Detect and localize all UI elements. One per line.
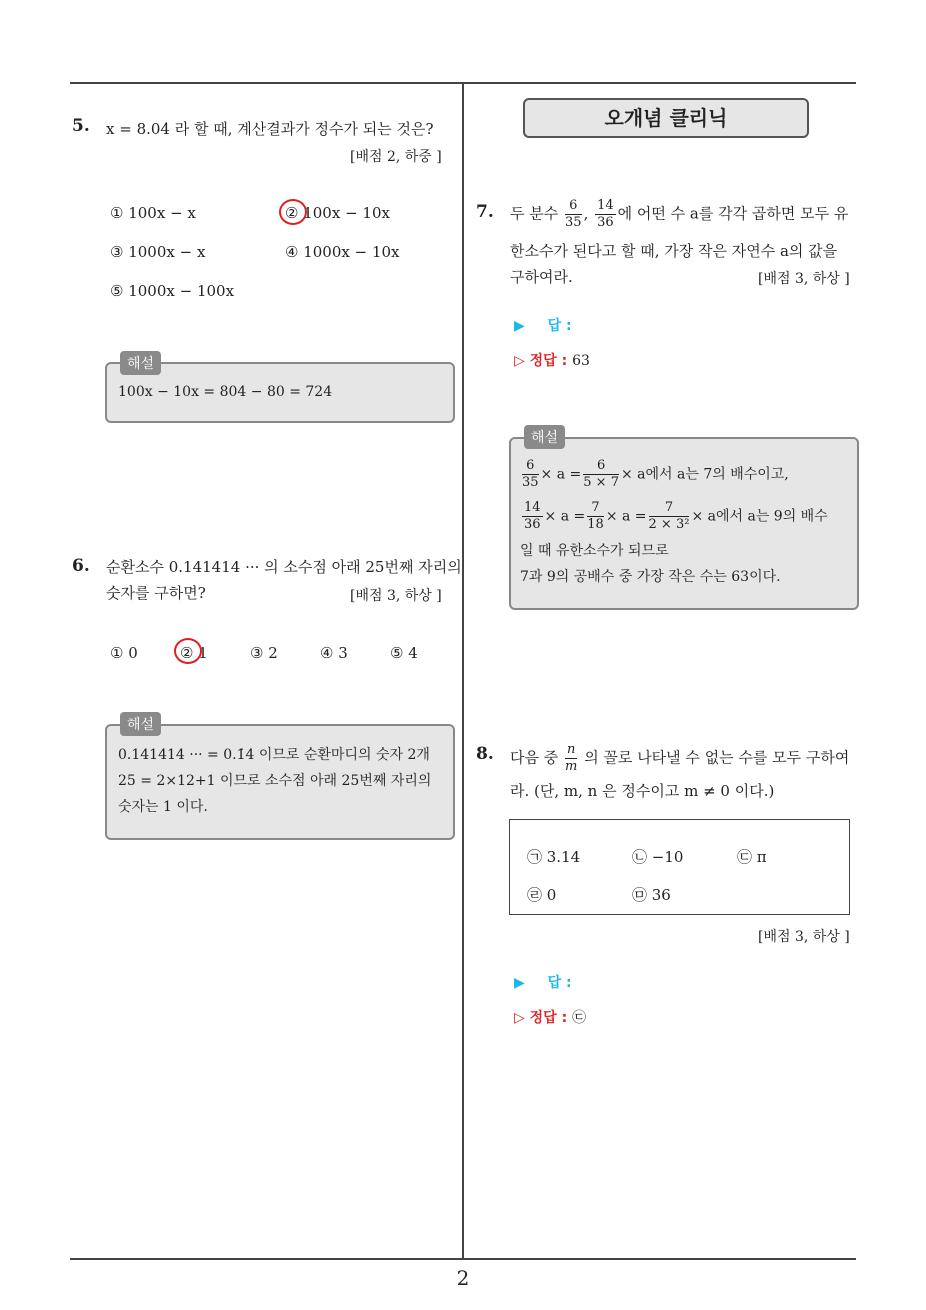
q6-option-4[interactable]: ④ 3 — [320, 644, 348, 662]
q8-score: [배점 3, 하상 ] — [758, 929, 850, 945]
q8-number: 8. — [476, 744, 494, 764]
q8-text-line1 — [510, 742, 849, 775]
q8-item-1: ㉠ 3.14 — [527, 848, 581, 866]
play-outline-icon: ▷ — [514, 1010, 525, 1026]
q6-explanation-line1: 0.141414 ··· = 0.1̇4̇ 이므로 순환마디의 숫자 2개 — [118, 747, 430, 763]
q8-text-line2: 라. (단, m, n 은 정수이고 m ≠ 0 이다.) — [510, 782, 775, 800]
q8-item-2: ㉡ −10 — [632, 848, 684, 866]
q6-number: 6. — [72, 556, 90, 576]
q7-fraction-1: $\frac{6}{35}$ — [565, 198, 582, 230]
q5-option-5[interactable]: ⑤ 1000x − 100x — [110, 282, 235, 300]
bottom-rule — [70, 1258, 856, 1260]
q7-text-post: 에 어떤 수 a를 각각 곱하면 모두 유 — [617, 204, 849, 223]
play-icon: ▶ — [514, 318, 525, 334]
q8-fraction: $\frac{n}{m}$ — [565, 742, 578, 774]
q7-explanation-line1: $\frac{6}{35}$ × a = $\frac{6}{5 \times 7}$ × a에서 a는 7의 배수이고, — [522, 458, 789, 490]
q8-text-pre: 다음 중 — [510, 748, 559, 767]
q7-text-line2: 한소수가 된다고 할 때, 가장 작은 자연수 a의 값을 — [510, 242, 838, 260]
q7-explanation-line4: 7과 9의 공배수 중 가장 작은 수는 63이다. — [520, 569, 781, 585]
q5-option-2[interactable]: ② 100x − 10x — [285, 204, 390, 222]
q8-correct-value: ㉢ — [572, 1010, 587, 1026]
q5-number: 5. — [72, 116, 90, 136]
play-outline-icon: ▷ — [514, 353, 525, 369]
q6-score: [배점 3, 하상 ] — [350, 588, 442, 604]
q6-explanation-line3: 숫자는 1 이다. — [118, 799, 208, 815]
q6-selected-mark — [174, 638, 202, 664]
q7-explanation-line2: $\frac{14}{36}$ × a = $\frac{7}{18}$ × a = $\frac{7}{\text{2 × 3²}}$ × a에서 a는 9의 배수 — [524, 500, 828, 532]
q5-text: x = 8.04̇ 라 할 때, 계산결과가 정수가 되는 것은? — [106, 120, 434, 138]
q7-text-line3: 구하여라. — [510, 268, 573, 286]
q5-selected-mark — [279, 199, 307, 225]
q8-text-post: 의 꼴로 나타낼 수 없는 수를 모두 구하여 — [584, 748, 850, 767]
section-title: 오개념 클리닉 — [523, 98, 809, 138]
q7-correct-row — [514, 350, 590, 370]
q7-correct-value: 63 — [572, 353, 590, 369]
q7-explanation-tag: 해설 — [524, 425, 565, 449]
q6-text-line1: 순환소수 0.141414 ··· 의 소수점 아래 25번째 자리의 — [106, 558, 462, 576]
q6-text-line2: 숫자를 구하면? — [106, 584, 206, 602]
q5-score: [배점 2, 하중 ] — [350, 149, 442, 165]
q7-answer-row — [514, 315, 572, 335]
q7-correct-label: 정답 : — [529, 353, 568, 369]
q5-option-3[interactable]: ③ 1000x − x — [110, 243, 206, 261]
q8-correct-label: 정답 : — [529, 1010, 568, 1026]
q6-explanation-tag: 해설 — [120, 712, 161, 736]
q7-text-pre: 두 분수 — [510, 204, 559, 223]
q8-item-4: ㉣ 0 — [527, 886, 557, 904]
q7-text-line1: 두 분수 $\frac{6}{35}$ , $\frac{14}{36}$ 에 어떤 수 a를 각각 곱하면 모두 유 — [510, 198, 849, 230]
q8-answer-label: 답 : — [547, 975, 572, 991]
play-icon: ▶ — [514, 975, 525, 991]
q7-answer-label: 답 : — [547, 318, 572, 334]
q7-explanation-line3: 일 때 유한소수가 되므로 — [520, 543, 669, 559]
page-number: 2 — [456, 1266, 470, 1290]
q6-option-5[interactable]: ⑤ 4 — [390, 644, 418, 662]
q5-explanation-text: 100x − 10x = 804 − 80 = 724 — [118, 384, 333, 400]
q8-item-3: ㉢ π — [737, 848, 767, 866]
q7-score: [배점 3, 하상 ] — [758, 271, 850, 287]
q5-explanation-tag: 해설 — [120, 351, 161, 375]
q5-option-1[interactable]: ① 100x − x — [110, 204, 196, 222]
column-divider — [462, 82, 464, 1258]
q6-option-2[interactable]: ② 1 — [180, 644, 208, 662]
q8-answer-row — [514, 972, 572, 992]
q8-correct-row — [514, 1007, 586, 1027]
q6-explanation-line2: 25 = 2×12+1 이므로 소수점 아래 25번째 자리의 — [118, 773, 432, 789]
q6-option-3[interactable]: ③ 2 — [250, 644, 278, 662]
q8-items-frame — [509, 819, 850, 915]
q8-item-5: ㉤ 36 — [632, 886, 671, 904]
q6-option-1[interactable]: ① 0 — [110, 644, 138, 662]
q5-option-4[interactable]: ④ 1000x − 10x — [285, 243, 400, 261]
q7-fraction-2: $\frac{14}{36}$ — [597, 198, 614, 230]
q7-number: 7. — [476, 202, 494, 222]
